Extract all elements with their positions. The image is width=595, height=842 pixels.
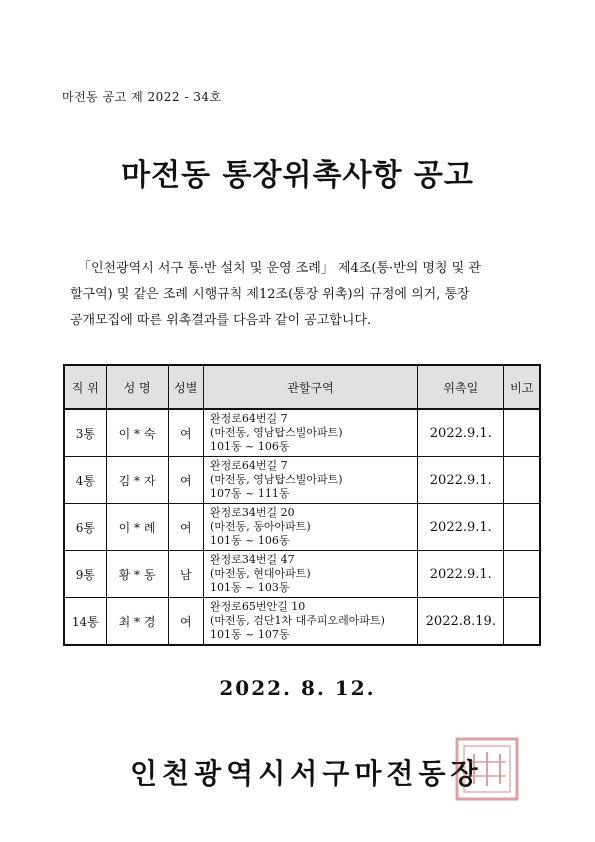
- cell-sex: 여: [168, 457, 204, 504]
- cell-sex: 남: [168, 551, 204, 598]
- area-buildings: 101동 ~ 106동: [210, 534, 290, 547]
- table-row: [64, 457, 540, 504]
- area-complex: (마전동, 현대아파트): [210, 567, 311, 580]
- area-complex: (마전동, 동아아파트): [210, 520, 311, 533]
- cell-area: [204, 457, 418, 504]
- cell-sex: 여: [168, 409, 204, 457]
- notice-body-line-3: 공개모집에 따른 위촉결과를 다음과 같이 공고합니다.: [70, 313, 372, 328]
- header-area: 관할구역: [204, 365, 418, 409]
- notice-body: [70, 256, 532, 334]
- cell-area: [204, 551, 418, 598]
- table-row: [64, 409, 540, 457]
- cell-position: 6통: [64, 504, 106, 551]
- area-complex: (마전동, 영남탑스빌아파트): [210, 473, 343, 486]
- table-row: [64, 551, 540, 598]
- cell-area: [204, 409, 418, 457]
- cell-name: 최 * 경: [106, 598, 168, 646]
- official-seal-icon: [454, 736, 520, 802]
- cell-name: 이 * 례: [106, 504, 168, 551]
- cell-date: 2022.9.1.: [418, 551, 504, 598]
- cell-date: 2022.9.1.: [418, 504, 504, 551]
- header-position: 직 위: [64, 365, 106, 409]
- cell-area: [204, 504, 418, 551]
- area-buildings: 107동 ~ 111동: [210, 487, 290, 500]
- cell-note: [504, 409, 540, 457]
- area-buildings: 101동 ~ 103동: [210, 581, 290, 594]
- announcement-date: 2022. 8. 12.: [219, 676, 376, 700]
- area-address: 완정로65번안길 10: [210, 600, 306, 613]
- area-complex: (마전동, 검단1차 대주피오레아파트): [210, 614, 385, 627]
- cell-position: 9통: [64, 551, 106, 598]
- cell-sex: 여: [168, 504, 204, 551]
- header-sex: 성별: [168, 365, 204, 409]
- cell-note: [504, 598, 540, 646]
- cell-date: 2022.9.1.: [418, 409, 504, 457]
- page-title: 마전동 통장위촉사항 공고: [121, 158, 474, 193]
- cell-sex: 여: [168, 598, 204, 646]
- appointment-table: [63, 364, 541, 646]
- cell-note: [504, 551, 540, 598]
- cell-position: 14통: [64, 598, 106, 646]
- area-buildings: 101동 ~ 106동: [210, 440, 290, 453]
- cell-date: 2022.9.1.: [418, 457, 504, 504]
- cell-name: 김 * 자: [106, 457, 168, 504]
- cell-name: 이 * 숙: [106, 409, 168, 457]
- cell-position: 3통: [64, 409, 106, 457]
- area-complex: (마전동, 영남탑스빌아파트): [210, 426, 343, 439]
- area-buildings: 101동 ~ 107동: [210, 628, 290, 641]
- cell-name: 황 * 동: [106, 551, 168, 598]
- area-address: 완정로64번길 7: [210, 459, 288, 472]
- issuer-signature: 인천광역시서구마전동장: [130, 757, 483, 790]
- table-row: [64, 504, 540, 551]
- notice-body-line-1: 「인천광역시 서구 통·반 설치 및 운영 조례」 제4조(통·반의 명칭 및 관: [78, 261, 481, 276]
- cell-note: [504, 504, 540, 551]
- header-name: 성 명: [106, 365, 168, 409]
- table-header-row: [64, 365, 540, 409]
- table-row: [64, 598, 540, 646]
- cell-date: 2022.8.19.: [418, 598, 504, 646]
- area-address: 완정로34번길 47: [210, 553, 295, 566]
- cell-note: [504, 457, 540, 504]
- area-address: 완정로64번길 7: [210, 412, 288, 425]
- cell-area: [204, 598, 418, 646]
- notice-body-line-2: 할구역) 및 같은 조례 시행규칙 제12조(통장 위촉)의 규정에 의거, 통장: [70, 287, 470, 302]
- area-address: 완정로34번길 20: [210, 506, 295, 519]
- header-date: 위촉일: [418, 365, 504, 409]
- header-note: 비고: [504, 365, 540, 409]
- cell-position: 4통: [64, 457, 106, 504]
- document-number: 마전동 공고 제 2022 - 34호: [62, 90, 222, 104]
